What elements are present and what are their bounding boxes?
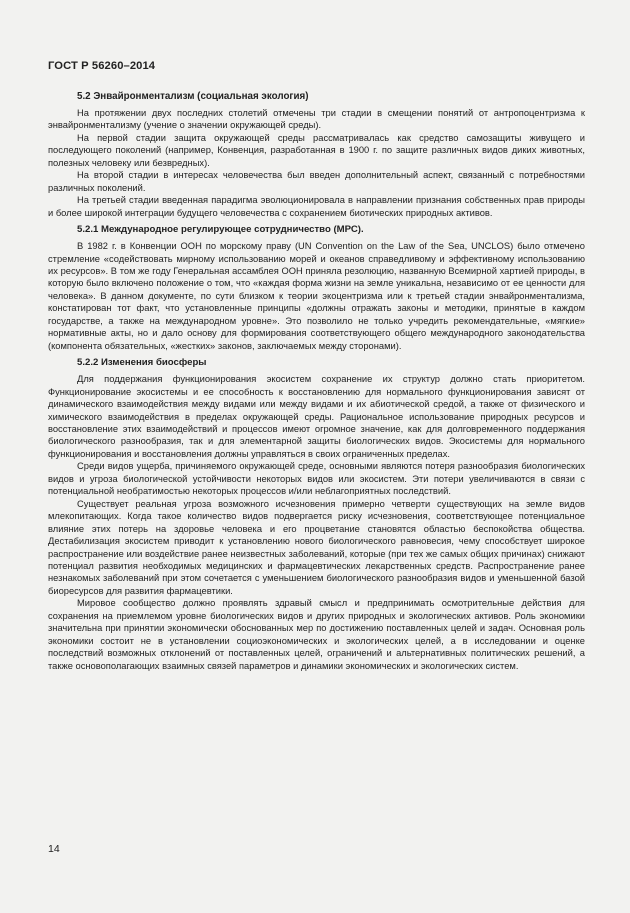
paragraph: В 1982 г. в Конвенции ООН по морскому праву (UN Convention on the Law of the Sea, UNCLOS) было отмечено стремление «содействовать мирному использованию морей и океанов справедливому и эффективному использованию их ресурсов». В том же году Генеральная ассамблея ООН приняла резолюцию, названную Всемирной хартией природы, в которую было включено положение о том, что «каждая форма жизни на земле уникальна, независимо от ее ценности для человека». В данном документе, по сути близком к теории экоцентризма или к третьей стадии энвайронментализма, констатирован тот факт, что установленные принципы «должны отражать законы и методики, принятые в каждом государстве, а также на международном уровне». Это позволило не только учредить рекомендательные, «мягкие» нормативные акты, но и дало основу для формирования соответствующего общего международного законодательства (компонента обязательных, «жестких» законов, заключаемых между сторонами).	[48, 241, 585, 351]
paragraph: На первой стадии защита окружающей среды рассматривалась как средство самозащиты живущего и последующего поколений (например, Конвенция, разработанная в 1900 г. по защите различных видов диких животных, полезных человеку или безвредных).	[48, 132, 585, 168]
document-body	[48, 90, 585, 672]
section-5-2	[48, 90, 585, 219]
paragraph: На второй стадии в интересах человечества был введен дополнительный аспект, связанный с потребностями различных поколений.	[48, 170, 585, 193]
paragraph: На третьей стадии введенная парадигма эволюционировала в направлении признания собственных прав природы и более широкой интеграции будущего человечества с сохранением биотических природных активов.	[48, 195, 585, 218]
section-5-2-1-title: 5.2.1 Международное регулирующее сотрудничество (МРС).	[77, 224, 364, 236]
standard-designation: ГОСТ Р 56260–2014	[48, 60, 156, 72]
paragraph: На протяжении двух последних столетий отмечены три стадии в смещении понятий от антропоцентризма к энвайронментализму (учение о значении окружающей среды).	[48, 108, 585, 131]
paragraph: Существует реальная угроза возможного исчезновения примерно четверти существующих на земле видов млекопитающих. Когда такое количество видов подвергается риску исчезновения, соответствующее потенциальное влияние этих потерь на здоровье человека и его процветание становятся областью беспокойства общества. Дестабилизация экосистем приводит к установлению нового биологического равновесия, чему способствует широкое распространение или воздействие ранее неизвестных заболеваний, которые (при тех же самых общих причинах) снижают потенциал развития необходимых медицинских и фармацевтических лекарственных средств. Распространение ранее незнакомых заболеваний при этом сочетается с уменьшением биологического разнообразия видов и уменьшенной базой биоресурсов для развития фармацевтики.	[48, 498, 585, 596]
page-number: 14	[48, 843, 60, 855]
section-5-2-title: 5.2 Энвайронментализм (социальная экология)	[77, 91, 309, 102]
paragraph: Мировое сообщество должно проявлять здравый смысл и предпринимать осмотрительные действия для сохранения на приемлемом уровне биологических видов и других природных и экологических активов. Роль экономики значительна при принятии экономически обоснованных мер по достижению поставленных целей и задач. Основная роль экономики состоит не в установлении социоэкономических и экологических целей, а в исследовании и оценке последствий возможных отклонений от поставленных целей, ограничений и альтернативных политических решений, а также основополагающих взаимных связей параметров и динамики экономических и экологических систем.	[48, 598, 585, 671]
section-5-2-2	[48, 356, 585, 672]
paragraph: Среди видов ущерба, причиняемого окружающей среде, основными являются потеря разнообразия биологических видов и угроза биологической устойчивости некоторых видов или экосистем. Эти потери увеличиваются в связи с потенциальной необратимостью некоторых процессов и/или неблагоприятных последствий.	[48, 461, 585, 497]
section-5-2-1	[48, 223, 585, 352]
section-5-2-2-title: 5.2.2 Изменения биосферы	[77, 357, 207, 369]
paragraph: Для поддержания функционирования экосистем сохранение их структур должно стать приоритетом. Функционирование экосистемы и ее способность к восстановлению для нормального функционирования зависят от динамического взаимодействия между видами или между видами и их абиотической средой, а также от физического и химического взаимодействия в пределах окружающей среды. Рациональное использование природных ресурсов и восстановление этих взаимодействий и процессов имеют огромное значение, как для долговременного поддержания биологического разнообразия, так и для элементарной защиты биологических видов. Экосистемы для нормального функционирования и восстановления должны управляться в своих ограниченных пределах.	[48, 374, 585, 459]
